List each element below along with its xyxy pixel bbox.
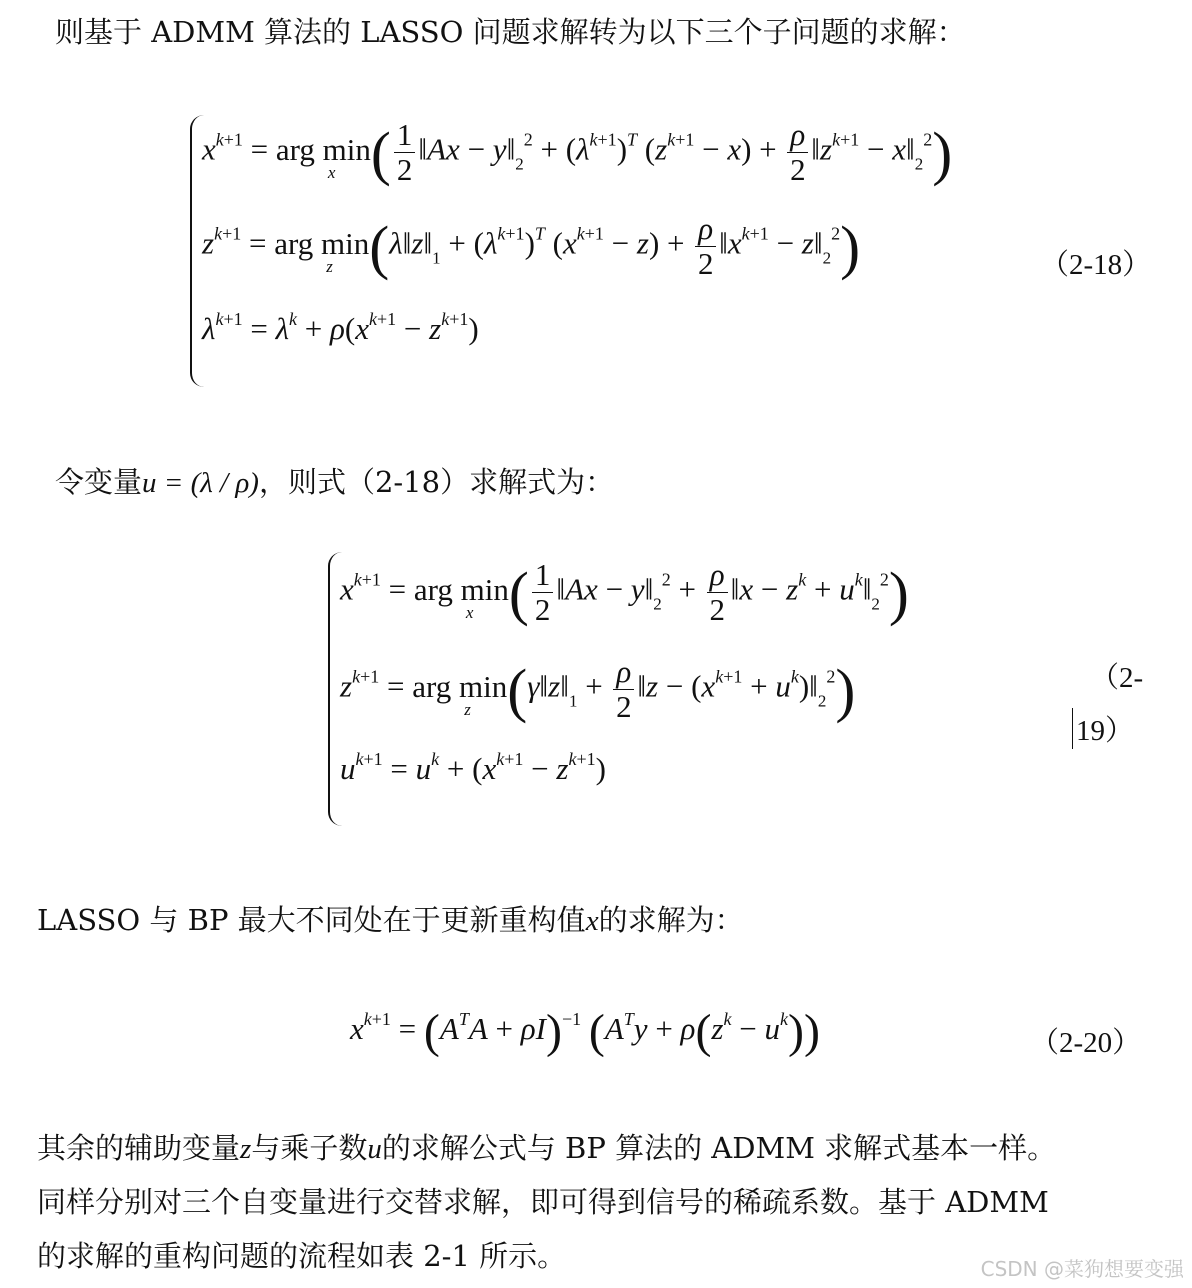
paragraph-remaining-line1 — [37, 1128, 1056, 1169]
p3-prefix: LASSO 与 BP 最大不同处在于更新重构值 — [37, 903, 586, 937]
paragraph-intro — [55, 12, 966, 52]
paragraph-intro-text: 则基于 ADMM 算法的 LASSO 问题求解转为以下三个子问题的求解： — [55, 15, 966, 49]
p3-math: x — [585, 905, 599, 937]
paragraph-difference — [37, 900, 744, 941]
eq19-number-line2: 19） — [1072, 708, 1134, 749]
eq18-row2: $z^{k+1}$ = arg min z ($\lambda‖z‖_1 + (\lambda^{k+1})^T$ $(x^{k+1} - z)$ + $\frac{\rho}{2}$ $‖x^{k+1}$ − $z‖_2^2$) — [202, 211, 861, 281]
eq18-row3: $\lambda^{k+1} = \lambda^k + \rho(x^{k+1} - z^{k+1})$ — [202, 309, 479, 346]
p3-suffix: 的求解为： — [598, 903, 744, 937]
paragraph-remaining-line2 — [37, 1182, 1049, 1222]
p4-l2: 同样分别对三个自变量进行交替求解，即可得到信号的稀疏系数。基于 ADMM — [37, 1185, 1049, 1219]
p2-math: u = (λ / ρ) — [142, 467, 259, 499]
p4-l3: 的求解的重构问题的流程如表 2-1 所示。 — [37, 1239, 567, 1273]
paragraph-remaining-line3 — [37, 1236, 566, 1276]
eq19-row3: $u^{k+1} = u^k + (x^{k+1} - z^{k+1})$ — [340, 749, 606, 786]
p4-l1-b: 与乘子数 — [251, 1131, 368, 1165]
eq20-number: （2-20） — [1030, 1027, 1142, 1059]
p2-prefix: 令变量 — [55, 465, 143, 499]
eq18-row1: $x^{k+1}$ = arg min x ( $\frac{1}{2}$ ‖Ax − $y‖_2^2 + (\lambda^{k+1})^T$ $(z^{k+1} - x)$ + $\frac{\rho}{2}$ $‖z^{k+1}$ − $x‖_2^2$) — [202, 117, 953, 187]
paragraph-substitution — [55, 462, 614, 503]
p2-suffix: ，则式（2-18）求解式为： — [258, 465, 615, 499]
eq18-number: （2-18） — [1040, 249, 1152, 281]
p4-l1-c: 的求解公式与 BP 算法的 ADMM 求解式基本一样。 — [381, 1131, 1057, 1165]
watermark: CSDN @菜狗想要变强 — [980, 1257, 1184, 1281]
eq19-row2: $z^{k+1}$ = arg min z ($\gamma‖z‖_1$ + $\frac{\rho}{2}$ ‖z − ($x^{k+1}$ + $u^k)‖_2^2$) — [340, 654, 856, 724]
eq19-number-line1: （2- — [1090, 662, 1144, 694]
p4-l1-z: z — [240, 1133, 252, 1165]
eq20: $x^{k+1} = (A^TA + \rho I)^{-1}$ $(A^Ty + \rho(z^k - u^k))$ — [350, 1005, 820, 1058]
eq19-row1: $x^{k+1}$ = arg min x ( $\frac{1}{2}$ ‖Ax − $y‖_2^2$ + $\frac{\rho}{2}$ ‖x − $z^k$ + $u^k‖_2^2$) — [340, 557, 909, 627]
p4-l1-u: u — [367, 1133, 382, 1165]
p4-l1-a: 其余的辅助变量 — [37, 1131, 241, 1165]
